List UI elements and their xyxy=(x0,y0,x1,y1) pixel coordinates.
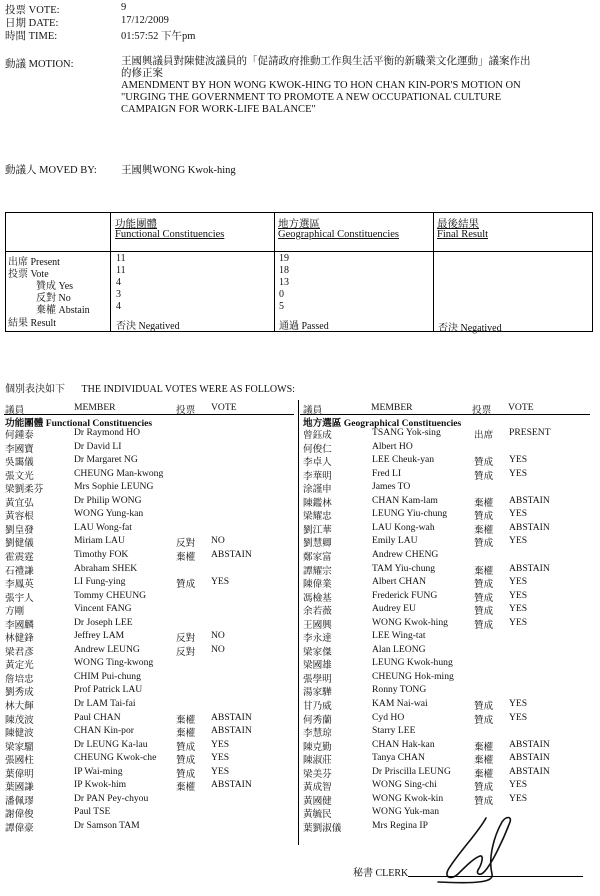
member-vote-zh: 反對 xyxy=(176,538,196,550)
member-name-en: IP Kwok-him xyxy=(74,779,127,791)
gc-yes: 13 xyxy=(279,277,289,288)
member-name-en: CHEUNG Kwok-che xyxy=(74,752,157,764)
member-name-en: Mrs Regina IP xyxy=(372,819,428,831)
member-name-zh: 何俊仁 xyxy=(303,443,332,455)
member-name-en: Fred LI xyxy=(372,467,402,479)
member-name-zh: 陳健波 xyxy=(5,728,34,740)
member-name-en: Dr David LI xyxy=(74,440,122,452)
member-vote-en: YES xyxy=(509,779,528,791)
member-name-en: LAU Kong-wah xyxy=(372,521,435,533)
member-vote-en: PRESENT xyxy=(509,427,551,438)
member-name-en: WONG Kwok-kin xyxy=(372,792,444,804)
fc-header-en: Functional Constituencies xyxy=(115,229,225,240)
member-name-zh: 黃容根 xyxy=(5,511,34,523)
fc-abstain: 4 xyxy=(116,301,121,312)
gc-present: 19 xyxy=(279,253,289,264)
member-name-en: CHEUNG Man-kwong xyxy=(74,467,164,479)
member-name-en: CHAN Kam-lam xyxy=(372,494,438,506)
member-name-en: Starry LEE xyxy=(372,725,416,737)
member-vote-zh: 贊成 xyxy=(176,768,196,780)
member-name-zh: 李慧琼 xyxy=(303,728,332,740)
gc-abstain: 5 xyxy=(279,301,284,312)
member-name-en: Audrey EU xyxy=(372,603,416,615)
member-name-en: Vincent FANG xyxy=(74,603,132,615)
member-name-zh: 劉江華 xyxy=(303,524,332,536)
member-vote-zh: 棄權 xyxy=(474,524,494,536)
motion-text xyxy=(121,56,531,116)
member-name-zh: 葉偉明 xyxy=(5,768,34,780)
member-name-en: Dr Philip WONG xyxy=(74,494,142,506)
fc-present: 11 xyxy=(116,253,126,264)
member-name-zh: 劉秀成 xyxy=(5,687,34,699)
vote-number: 9 xyxy=(121,2,127,13)
member-name-en: LEE Wing-tat xyxy=(372,630,426,642)
member-name-zh: 湯家驊 xyxy=(303,687,332,699)
member-name-zh: 梁耀忠 xyxy=(303,511,332,523)
member-name-zh: 梁國雄 xyxy=(303,660,332,672)
member-vote-en: YES xyxy=(211,576,230,588)
member-name-en: Albert CHAN xyxy=(372,576,427,588)
member-vote-zh: 棄權 xyxy=(474,755,494,767)
member-name-zh: 張文光 xyxy=(5,470,34,482)
member-name-en: Prof Patrick LAU xyxy=(74,684,143,696)
date-label: 日期 DATE: xyxy=(5,18,59,29)
member-name-zh: 黃定光 xyxy=(5,660,34,672)
member-name-zh: 陳茂波 xyxy=(5,714,34,726)
member-name-zh: 霍震霆 xyxy=(5,551,34,563)
member-vote-zh: 反對 xyxy=(176,646,196,658)
member-vote-en: ABSTAIN xyxy=(509,752,550,764)
member-vote-en: NO xyxy=(211,643,225,655)
member-vote-zh: 贊成 xyxy=(176,755,196,767)
member-name-zh: 張國柱 xyxy=(5,755,34,767)
member-vote-zh: 贊成 xyxy=(176,579,196,591)
member-vote-en: ABSTAIN xyxy=(509,765,550,777)
member-vote-zh: 贊成 xyxy=(474,701,494,712)
member-vote-zh: 贊成 xyxy=(474,619,494,631)
table-divider xyxy=(6,251,592,252)
member-name-en: Dr LEUNG Ka-lau xyxy=(74,738,148,750)
member-name-en: IP Wai-ming xyxy=(74,765,123,777)
member-name-zh: 曾鈺成 xyxy=(303,430,332,441)
member-name-zh: 謝偉俊 xyxy=(5,809,34,821)
fc-yes: 4 xyxy=(116,277,121,288)
member-name-zh: 李永達 xyxy=(303,633,332,645)
col-vote-zh-right: 投票 xyxy=(472,405,492,416)
member-vote-en: YES xyxy=(509,508,528,520)
member-name-zh: 陳鑑林 xyxy=(303,497,332,509)
member-name-en: TSANG Yok-sing xyxy=(372,427,441,438)
date-value: 17/12/2009 xyxy=(121,15,169,26)
member-name-en: KAM Nai-wai xyxy=(372,698,428,709)
member-vote-zh: 棄權 xyxy=(474,565,494,577)
member-name-zh: 葉國謙 xyxy=(5,782,34,794)
individual-heading-zh: 個別表決如下 xyxy=(5,384,65,395)
member-name-en: CHAN Kin-por xyxy=(74,725,134,737)
member-name-zh: 梁君彥 xyxy=(5,646,34,658)
member-name-zh: 王國興 xyxy=(303,619,332,631)
moved-by-value: 王國興WONG Kwok-hing xyxy=(121,165,236,176)
member-name-en: Albert HO xyxy=(372,440,413,452)
member-name-zh: 涂謹申 xyxy=(303,484,332,496)
member-vote-en: ABSTAIN xyxy=(211,548,252,560)
member-name-en: Dr LAM Tai-fai xyxy=(74,698,136,709)
row-label-yes: 贊成 Yes xyxy=(36,281,74,292)
member-name-en: Emily LAU xyxy=(372,535,418,547)
member-name-zh: 李華明 xyxy=(303,470,332,482)
clerk-label: 秘書 CLERK xyxy=(353,868,409,879)
member-name-en: WONG Sing-chi xyxy=(372,779,437,791)
member-name-zh: 鄭家富 xyxy=(303,551,332,563)
member-name-en: LAU Wong-fat xyxy=(74,521,132,533)
member-vote-zh: 棄權 xyxy=(176,728,196,740)
member-name-en: Timothy FOK xyxy=(74,548,129,560)
member-name-en: WONG Yung-kan xyxy=(74,508,144,520)
member-vote-zh: 棄權 xyxy=(474,768,494,780)
member-name-en: TAM Yiu-chung xyxy=(372,562,436,574)
member-name-zh: 李卓人 xyxy=(303,457,332,469)
col-member-en-left: MEMBER xyxy=(74,402,116,413)
row-label-no: 反對 No xyxy=(36,293,71,304)
member-name-en: LEUNG Yiu-chung xyxy=(372,508,448,520)
member-name-en: James TO xyxy=(372,481,411,493)
motion-line: CAMPAIGN FOR WORK-LIFE BALANCE" xyxy=(121,104,316,115)
row-label-result: 結果 Result xyxy=(8,318,57,329)
member-vote-en: NO xyxy=(211,630,225,642)
member-name-en: Dr Samson TAM xyxy=(74,819,140,831)
motion-line: AMENDMENT BY HON WONG KWOK-HING TO HON CHAN KIN-POR'S MOTION ON xyxy=(121,80,521,91)
fc-header-zh: 功能團體 xyxy=(115,219,157,230)
member-vote-zh: 贊成 xyxy=(474,457,494,469)
motion-label: 動議 MOTION: xyxy=(5,59,74,70)
gc-header-en: Geographical Constituencies xyxy=(278,229,400,240)
member-name-zh: 黃國健 xyxy=(303,795,332,807)
member-vote-zh: 反對 xyxy=(176,633,196,645)
member-name-zh: 馮檢基 xyxy=(303,592,332,604)
col-vote-en-left: VOTE xyxy=(211,402,237,413)
member-vote-zh: 棄權 xyxy=(176,714,196,726)
final-result: 否決 Negatived xyxy=(438,323,502,334)
column-divider xyxy=(298,400,299,845)
member-name-zh: 譚耀宗 xyxy=(303,565,332,577)
col-member-en-right: MEMBER xyxy=(371,402,413,413)
member-vote-zh: 贊成 xyxy=(474,470,494,482)
member-vote-en: YES xyxy=(509,576,528,588)
member-name-en: Dr Raymond HO xyxy=(74,427,141,438)
member-name-en: CHAN Hak-kan xyxy=(372,738,435,750)
member-vote-en: ABSTAIN xyxy=(509,494,550,506)
row-label-abstain: 棄權 Abstain xyxy=(36,305,90,316)
member-vote-en: ABSTAIN xyxy=(509,738,550,750)
member-vote-zh: 贊成 xyxy=(474,592,494,604)
member-name-en: Jeffrey LAM xyxy=(74,630,125,642)
col-vote-zh-left: 投票 xyxy=(176,405,196,416)
member-name-zh: 黃宜弘 xyxy=(5,497,34,509)
member-vote-en: YES xyxy=(509,792,528,804)
fc-vote: 11 xyxy=(116,265,126,276)
member-name-en: Dr Joseph LEE xyxy=(74,616,133,628)
member-name-zh: 劉健儀 xyxy=(5,538,34,550)
member-name-en: Tanya CHAN xyxy=(372,752,425,764)
individual-heading-en: THE INDIVIDUAL VOTES WERE AS FOLLOWS: xyxy=(81,384,295,395)
member-vote-zh: 贊成 xyxy=(474,606,494,618)
member-name-en: WONG Yuk-man xyxy=(372,806,440,818)
member-name-zh: 方剛 xyxy=(5,606,25,618)
fc-result: 否決 Negatived xyxy=(116,321,180,332)
member-name-en: LI Fung-ying xyxy=(74,576,126,588)
member-vote-en: YES xyxy=(211,765,230,777)
motion-line: 王國興議員對陳健波議員的「促請政府推動工作與生活平衡的新職業文化運動」議案作出 xyxy=(121,56,531,67)
member-name-zh: 林大輝 xyxy=(5,701,34,712)
member-name-zh: 張學明 xyxy=(303,673,332,685)
member-vote-zh: 贊成 xyxy=(474,795,494,807)
gc-vote: 18 xyxy=(279,265,289,276)
member-vote-en: YES xyxy=(211,738,230,750)
member-name-en: Dr PAN Pey-chyou xyxy=(74,792,149,804)
member-name-zh: 吳靄儀 xyxy=(5,457,34,469)
member-name-en: Paul CHAN xyxy=(74,711,121,723)
member-name-en: WONG Ting-kwong xyxy=(74,657,154,669)
member-name-zh: 林健鋒 xyxy=(5,633,34,645)
col-member-zh-left: 議員 xyxy=(5,405,25,416)
member-name-en: Paul TSE xyxy=(74,806,111,818)
member-name-zh: 余若薇 xyxy=(303,606,332,618)
gc-result: 通過 Passed xyxy=(279,321,329,332)
motion-line: "URGING THE GOVERNMENT TO PROMOTE A NEW OCCUPATIONAL CULTURE xyxy=(121,92,502,103)
member-vote-zh: 棄權 xyxy=(176,551,196,563)
member-vote-zh: 棄權 xyxy=(474,497,494,509)
clerk-signature-line xyxy=(408,876,583,877)
member-name-zh: 譚偉豪 xyxy=(5,822,34,834)
col-vote-en-right: VOTE xyxy=(508,402,534,413)
table-divider xyxy=(110,213,111,331)
row-label-vote: 投票 Vote xyxy=(8,269,49,280)
member-name-en: Andrew LEUNG xyxy=(74,643,140,655)
member-name-zh: 梁劉柔芬 xyxy=(5,484,44,496)
member-name-en: Frederick FUNG xyxy=(372,589,438,601)
vote-label: 投票 VOTE: xyxy=(5,5,60,16)
member-vote-zh: 贊成 xyxy=(474,714,494,726)
motion-line: 的修正案 xyxy=(121,68,163,79)
member-name-zh: 劉慧卿 xyxy=(303,538,332,550)
time-label: 時間 TIME: xyxy=(5,31,58,42)
table-divider xyxy=(274,213,275,331)
member-name-en: Cyd HO xyxy=(372,711,405,723)
member-vote-zh: 贊成 xyxy=(474,579,494,591)
member-name-en: Ronny TONG xyxy=(372,684,427,696)
member-name-zh: 李鳳英 xyxy=(5,579,34,591)
gc-no: 0 xyxy=(279,289,284,300)
member-vote-en: YES xyxy=(509,454,528,466)
member-vote-en: ABSTAIN xyxy=(211,725,252,737)
member-name-en: Tommy CHEUNG xyxy=(74,589,147,601)
member-vote-en: YES xyxy=(509,711,528,723)
member-vote-en: YES xyxy=(509,698,528,709)
member-name-zh: 李國麟 xyxy=(5,619,34,631)
member-name-zh: 詹培忠 xyxy=(5,673,34,685)
member-name-zh: 陳克勤 xyxy=(303,741,332,753)
member-name-en: Alan LEONG xyxy=(372,643,426,655)
member-name-en: WONG Kwok-hing xyxy=(372,616,448,628)
member-name-en: LEE Cheuk-yan xyxy=(372,454,435,466)
member-vote-en: ABSTAIN xyxy=(509,562,550,574)
final-header-en: Final Result xyxy=(437,229,489,240)
member-name-zh: 李國寶 xyxy=(5,443,34,455)
member-name-zh: 甘乃威 xyxy=(303,701,332,712)
member-vote-zh: 棄權 xyxy=(176,782,196,794)
member-name-zh: 黃毓民 xyxy=(303,809,332,821)
member-name-en: LEUNG Kwok-hung xyxy=(372,657,453,669)
member-name-en: CHEUNG Hok-ming xyxy=(372,670,454,682)
member-vote-zh: 贊成 xyxy=(474,511,494,523)
member-vote-en: YES xyxy=(211,752,230,764)
member-vote-en: YES xyxy=(509,467,528,479)
member-name-zh: 石禮謙 xyxy=(5,565,34,577)
table-divider xyxy=(433,213,434,331)
time-value: 01:57:52 下午pm xyxy=(121,31,196,42)
member-name-en: Andrew CHENG xyxy=(372,548,439,560)
member-vote-zh: 棄權 xyxy=(474,741,494,753)
member-vote-zh: 出席 xyxy=(474,430,494,441)
row-label-present: 出席 Present xyxy=(8,257,60,268)
moved-by-label: 動議人 MOVED BY: xyxy=(5,165,97,176)
member-name-en: Mrs Sophie LEUNG xyxy=(74,481,154,493)
member-name-zh: 梁家傑 xyxy=(303,646,332,658)
member-vote-en: ABSTAIN xyxy=(509,521,550,533)
member-vote-zh: 贊成 xyxy=(474,538,494,550)
member-vote-en: ABSTAIN xyxy=(211,711,252,723)
gc-header-zh: 地方選區 xyxy=(278,219,320,230)
member-name-en: Dr Margaret NG xyxy=(74,454,138,466)
final-header-zh: 最後結果 xyxy=(437,219,479,230)
member-name-en: Abraham SHEK xyxy=(74,562,138,574)
gc-section-title: 地方選區 Geographical Constituencies xyxy=(303,418,462,429)
individual-heading xyxy=(5,380,295,395)
member-vote-en: YES xyxy=(509,589,528,601)
member-vote-en: YES xyxy=(509,616,528,628)
member-name-zh: 黃成智 xyxy=(303,782,332,794)
member-name-zh: 劉皇發 xyxy=(5,524,34,536)
results-table xyxy=(5,212,593,332)
member-name-zh: 張宇人 xyxy=(5,592,34,604)
member-name-zh: 梁家騮 xyxy=(5,741,34,753)
member-vote-zh: 贊成 xyxy=(176,741,196,753)
member-vote-en: ABSTAIN xyxy=(211,779,252,791)
fc-section-title: 功能團體 Functional Constituencies xyxy=(5,418,153,429)
member-name-zh: 何鍾泰 xyxy=(5,430,34,441)
member-name-zh: 梁美芬 xyxy=(303,768,332,780)
member-name-zh: 陳淑莊 xyxy=(303,755,332,767)
member-name-en: Miriam LAU xyxy=(74,535,125,547)
member-name-en: CHIM Pui-chung xyxy=(74,670,141,682)
fc-no: 3 xyxy=(116,289,121,300)
member-name-en: Dr Priscilla LEUNG xyxy=(372,765,451,777)
member-vote-en: NO xyxy=(211,535,225,547)
member-vote-en: YES xyxy=(509,535,528,547)
member-name-zh: 葉劉淑儀 xyxy=(303,822,342,834)
member-vote-zh: 贊成 xyxy=(474,782,494,794)
member-vote-en: YES xyxy=(509,603,528,615)
col-member-zh-right: 議員 xyxy=(303,405,323,416)
member-name-zh: 陳偉業 xyxy=(303,579,332,591)
member-name-zh: 潘佩璆 xyxy=(5,795,34,807)
member-name-zh: 何秀蘭 xyxy=(303,714,332,726)
